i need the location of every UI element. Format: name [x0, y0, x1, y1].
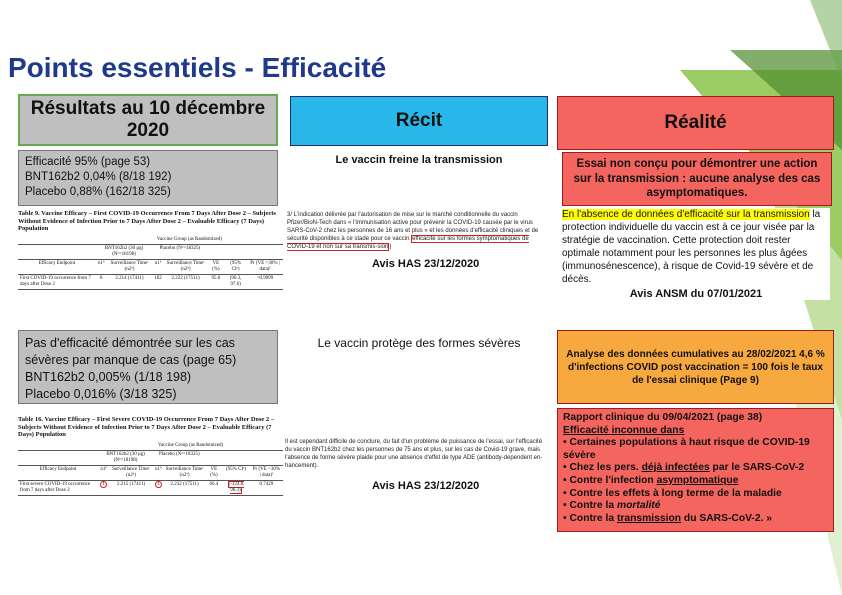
- table-row: [18, 274, 283, 289]
- list-item: • Contre la mortalité: [563, 500, 828, 513]
- results-header: Résultats au 10 décembre 2020: [18, 94, 278, 146]
- results-line: Pas d'efficacité démontrée sur les cas sévères par manque de cas (page 65): [25, 336, 237, 367]
- list-item: • Chez les pers. déjà infectées par le SARS-CoV-2: [563, 462, 828, 475]
- table-header: (95% CIᵉ): [224, 259, 247, 274]
- table-header: VE (%): [206, 465, 222, 480]
- table-header: VE (%): [207, 259, 224, 274]
- ansm-highlight: En l'absence de données d'efficacité sur la transmission: [562, 209, 810, 220]
- table-group-header: Vaccine Group (as Randomized): [98, 442, 283, 451]
- table-cell: 2.214 (17411): [107, 274, 153, 289]
- has-source-1: Avis HAS 23/12/2020: [372, 258, 480, 270]
- realite-cumulative-analysis: Analyse des données cumulatives au 28/02/2021 4,6 % d'infections COVID post vaccination = 100 fois le taux de l'essai clinique (Page 9): [557, 330, 834, 404]
- has-excerpt-end: ): [389, 244, 392, 250]
- results-line: BNT162b2 0,005% (1/18 198): [25, 370, 192, 384]
- efficacy-table: [18, 236, 283, 290]
- table-cell: First severe COVID-19 occurrence from 7 days after Dose 2: [18, 480, 98, 495]
- list-item: • Contre l'infection asymptomatique: [563, 475, 828, 488]
- table-header: Pr (VE >30% | data)ᶠ: [247, 259, 283, 274]
- results-line: BNT162b2 0,04% (8/18 192): [25, 171, 172, 183]
- ansm-text: la protection individuelle du vaccin est à ce jour visée par la stratégie de vaccination. Cette protection doit rester optimale notamment pour les personnes les plus âgées (immunosénescence), à risque de Covid-19 sévère et de décès.: [562, 209, 821, 285]
- table-cell: First COVID-19 occurrence from 7 days after Dose 2: [18, 274, 96, 289]
- list-item: • Certaines populations à haut risque de COVID-19 sévère: [563, 437, 828, 462]
- table-row: [18, 480, 283, 495]
- recit-header: Récit: [290, 96, 548, 146]
- table-cell: 8: [96, 274, 107, 289]
- table-caption: Table 16. Vaccine Efficacy – First Severe COVID-19 Occurrence From 7 Days After Dose 2 – Subjects Without Evidence of Infection Prior to 7 Days After Dose 2 – Evaluable Efficacy (7 Days) Population: [18, 416, 274, 438]
- table-cell: [98, 480, 109, 495]
- table-caption: Table 9. Vaccine Efficacy – First COVID-19 Occurrence From 7 Days After Dose 2 – Subjects Without Evidence of Infection Prior to 7 Days After Dose 2 – Evaluable Efficacy (7 Days) Population: [18, 210, 276, 232]
- table-cell: 66.4: [206, 480, 222, 495]
- has-excerpt-text: 3/ L'indication délivrée par l'autorisation de mise sur le marché conditionnelle du vaccin Pfizer/BioN-Tech dans « l'immunisation active pour prévenir la COVID-19 causée par le virus SARS-CoV-2 chez les personnes de 16 ans et plus » et les données d'efficacité cliniques et de sécurité disponibles à ce stade pour ce vaccin: [287, 212, 539, 242]
- efficacy-table-16: [18, 416, 283, 496]
- table-cell: [153, 480, 164, 495]
- list-item: • Contre la transmission du SARS-CoV-2. »: [563, 513, 828, 526]
- has-excerpt-transmission: [287, 211, 549, 251]
- table-header: Pr (VE >30% | data)ᶠ: [250, 465, 283, 480]
- table-cell: 95.0: [207, 274, 224, 289]
- report-list: [563, 437, 828, 525]
- table-header: Surveillance Timeᶜ (n2ᵈ): [109, 465, 153, 480]
- table-cell: 162: [152, 274, 164, 289]
- table-arm-header: Placebo (Nᵃ=18325): [153, 450, 206, 465]
- table-header: Efficacy Endpoint: [18, 465, 98, 480]
- has-excerpt-boxed: efficacité sur les formes symptomatiques de COVID-19 et non sur sa transmis-sion: [287, 236, 529, 250]
- results-line: Placebo 0,88% (162/18 325): [25, 186, 171, 198]
- table-header: Efficacy Endpoint: [18, 259, 96, 274]
- table-cell: >0.9999: [247, 274, 283, 289]
- recit-transmission-claim: Le vaccin freine la transmission: [335, 154, 503, 166]
- table-cell: 2.222 (17511): [164, 274, 208, 289]
- realite-transmission-box: Essai non conçu pour démontrer une action sur la transmission : aucune analyse des cas asymptomatiques.: [562, 152, 832, 206]
- table-cell: 2.232 (17511): [164, 480, 206, 495]
- table-header: n1ᵇ: [152, 259, 164, 274]
- table-arm-header: BNT162b2 (30 μg) (Nᵃ=18198): [96, 244, 153, 259]
- table-cell-boxed: (-124.8, 96.3): [228, 481, 245, 493]
- has-source-2: Avis HAS 23/12/2020: [372, 480, 480, 492]
- table-cell: 0.7429: [250, 480, 283, 495]
- table-cell-circled: 1: [102, 481, 105, 487]
- table-header: Surveillance Timeᶜ (n2ᵈ): [107, 259, 153, 274]
- table-header: n1ᵇ: [96, 259, 107, 274]
- table-cell: 2.215 (17411): [109, 480, 153, 495]
- list-item: • Contre les effets à long terme de la maladie: [563, 488, 828, 501]
- results-box-severe: [18, 330, 278, 404]
- table-header: n1ᵇ: [153, 465, 164, 480]
- table-arm-header: Placebo (Nᵃ=18325): [152, 244, 207, 259]
- ansm-source: Avis ANSM du 07/01/2021: [629, 288, 763, 300]
- realite-clinical-report: [557, 408, 834, 532]
- results-line: Efficacité 95% (page 53): [25, 156, 151, 168]
- results-box-efficacy: [18, 150, 278, 206]
- efficacy-table: [18, 442, 283, 496]
- has-excerpt-severe: Il est cependant difficile de conclure, du fait d'un problème de puissance de l'essai, sur l'efficacité du vaccin BNT162b2 chez les personnes de 75 ans et plus, sur les cas de Covid-19 grave, mais l'absence de forme sévère plaide pour une absence d'effet de type ADE (antibody-dependent en-hancement).: [285, 439, 543, 469]
- table-header: Surveillance Timeᶜ (n2ᵈ): [164, 465, 206, 480]
- table-cell: (90.3, 97.6): [224, 274, 247, 289]
- recit-severe-claim: Le vaccin protège des formes sévères: [317, 336, 521, 350]
- table-cell: [222, 480, 250, 495]
- table-header: n1ᵇ: [98, 465, 109, 480]
- ansm-excerpt: [562, 208, 830, 300]
- report-subtitle: Efficacité inconnue dans: [563, 424, 685, 436]
- report-title: Rapport clinique du 09/04/2021 (page 38): [563, 412, 763, 423]
- results-line: Placebo 0,016% (3/18 325): [25, 387, 177, 401]
- table-header: (95% CIᵉ): [222, 465, 250, 480]
- page-title: Points essentiels - Efficacité: [8, 52, 387, 83]
- table-header: Surveillance Timeᶜ (n2ᵈ): [164, 259, 208, 274]
- efficacy-table-9: [18, 210, 283, 290]
- realite-header: Réalité: [557, 96, 834, 150]
- table-group-header: Vaccine Group (as Randomized): [96, 236, 283, 245]
- table-arm-header: BNT162b2 (30 μg) (Nᵃ=18198): [98, 450, 153, 465]
- table-cell-circled: 3: [157, 481, 160, 487]
